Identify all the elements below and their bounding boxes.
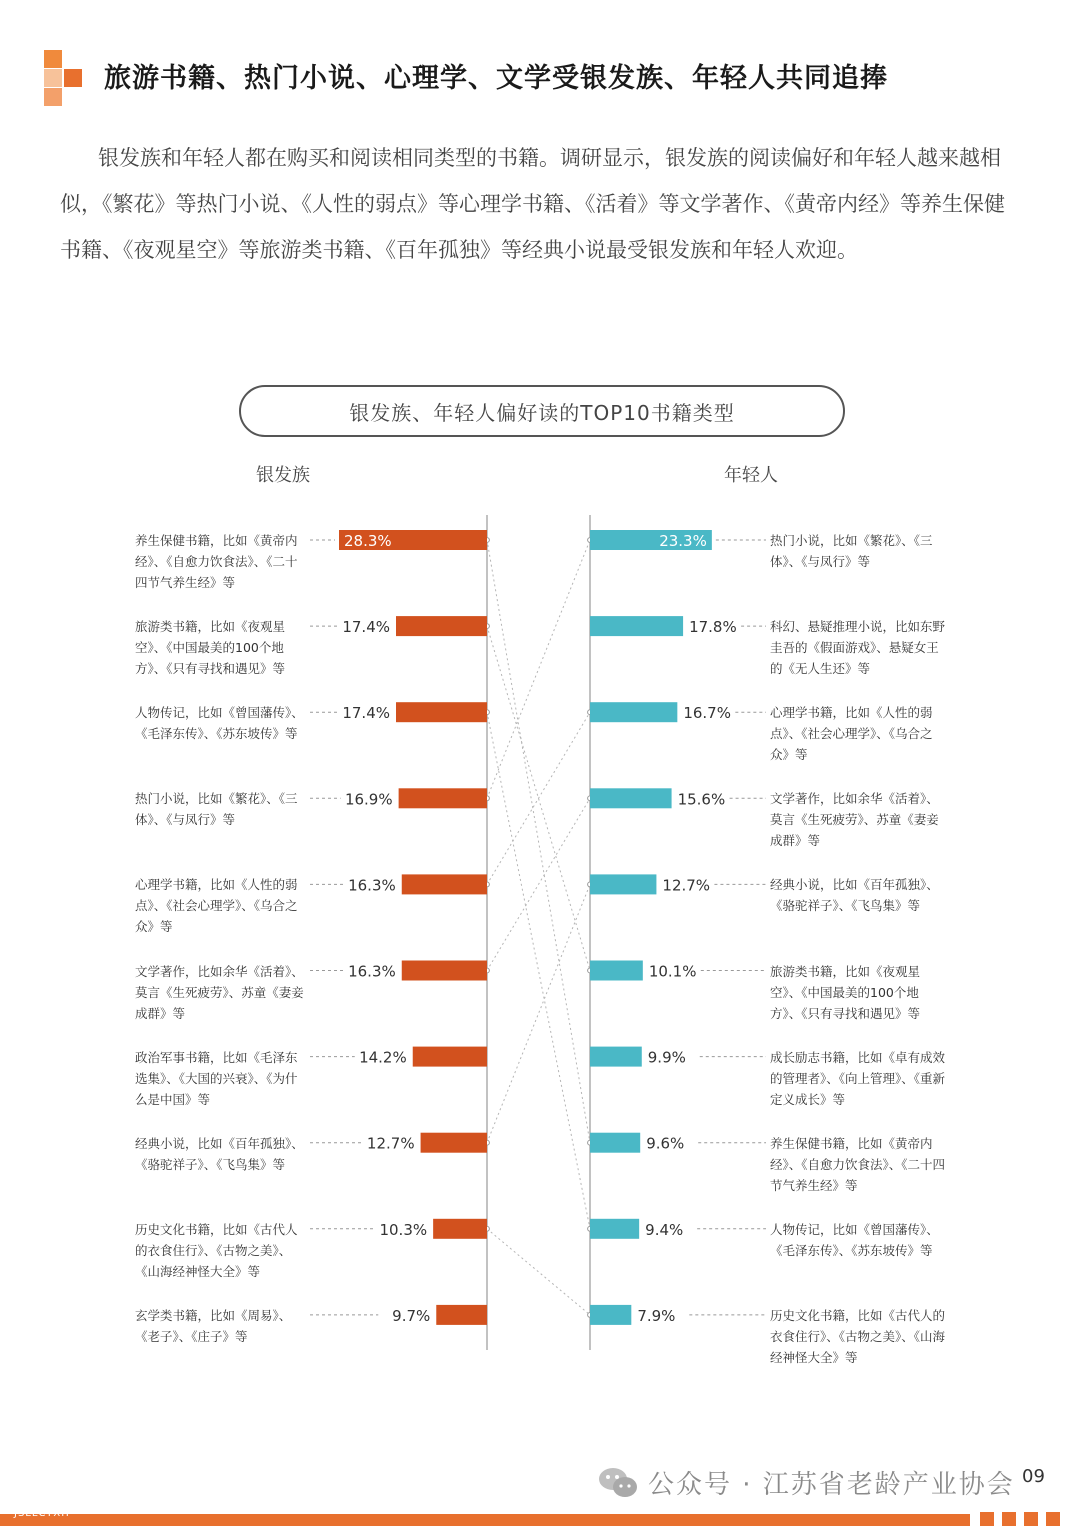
young-series-title: 年轻人 bbox=[724, 465, 778, 486]
footer-brand bbox=[598, 1464, 1015, 1501]
silver-bar bbox=[399, 788, 487, 808]
silver-category-label: 养生保健书籍，比如《黄帝内经》、《自愈力饮食法》、《二十四节气养生经》等 bbox=[135, 533, 298, 590]
category-connector bbox=[487, 884, 590, 1142]
footer-square bbox=[1024, 1512, 1038, 1526]
young-value-label: 17.8% bbox=[689, 618, 737, 637]
footer-square bbox=[980, 1512, 994, 1526]
young-category-label: 经典小说，比如《百年孤独》、《骆驼祥子》、《飞鸟集》等 bbox=[770, 877, 939, 914]
page-title: 旅游书籍、热门小说、心理学、文学受银发族、年轻人共同追捧 bbox=[104, 63, 888, 94]
silver-value-label: 17.4% bbox=[342, 704, 391, 723]
young-value-label: 9.4% bbox=[645, 1220, 684, 1239]
silver-category-label: 玄学类书籍，比如《周易》、《老子》、《庄子》等 bbox=[135, 1307, 292, 1344]
silver-value-label: 16.3% bbox=[348, 962, 396, 981]
young-category-label: 热门小说，比如《繁花》、《三体》、《与凤行》等 bbox=[770, 533, 933, 569]
young-value-label: 23.3% bbox=[659, 532, 707, 550]
silver-bar bbox=[436, 1305, 487, 1325]
young-value-label: 10.1% bbox=[648, 962, 697, 981]
young-bar bbox=[590, 788, 672, 808]
young-bar bbox=[590, 1305, 631, 1325]
young-category-label: 人物传记，比如《曾国藩传》、《毛泽东传》、《苏东坡传》等 bbox=[770, 1221, 939, 1258]
silver-value-label: 17.4% bbox=[342, 618, 391, 637]
intro-paragraph: 银发族和年轻人都在购买和阅读相同类型的书籍。调研显示，银发族的阅读偏好和年轻人越来越相似，《繁花》等热门小说、《人性的弱点》等心理学书籍、《活着》等文学著作、《黄帝内经》等养生保健书籍、《夜观星空》等旅游类书籍、《百年孤独》等经典小说最受银发族和年轻人欢迎。 bbox=[60, 146, 1005, 262]
young-category-label: 成长励志书籍，比如《卓有成效的管理者》、《向上管理》、《重新定义成长》等 bbox=[770, 1049, 946, 1107]
category-connector bbox=[487, 540, 590, 1143]
young-bar bbox=[590, 1133, 640, 1153]
young-bar bbox=[590, 702, 677, 722]
footer-brand-text: 公众号 · 江苏省老龄产业协会 bbox=[648, 1470, 1015, 1500]
young-bar bbox=[590, 616, 683, 636]
young-value-label: 15.6% bbox=[677, 790, 726, 809]
wechat-icon bbox=[598, 1466, 638, 1500]
silver-category-label: 热门小说，比如《繁花》、《三体》、《与凤行》等 bbox=[135, 791, 298, 828]
silver-bar bbox=[396, 702, 487, 722]
silver-bar bbox=[402, 874, 487, 894]
silver-category-label: 政治军事书籍，比如《毛泽东选集》、《大国的兴衰》、《为什么是中国》等 bbox=[135, 1049, 298, 1107]
young-value-label: 9.9% bbox=[647, 1048, 686, 1067]
young-value-label: 7.9% bbox=[637, 1306, 676, 1325]
category-connector bbox=[487, 712, 590, 1229]
young-bar bbox=[590, 961, 643, 981]
silver-category-label: 经典小说，比如《百年孤独》、《骆驼祥子》、《飞鸟集》等 bbox=[135, 1135, 304, 1172]
silver-value-label: 12.7% bbox=[366, 1134, 415, 1153]
silver-category-label: 心理学书籍，比如《人性的弱点》、《社会心理学》、《乌合之众》等 bbox=[135, 877, 298, 935]
young-value-label: 16.7% bbox=[683, 704, 731, 723]
silver-value-label: 10.3% bbox=[379, 1220, 428, 1239]
silver-bar bbox=[396, 616, 487, 636]
category-connector bbox=[487, 540, 590, 798]
silver-category-label: 旅游类书籍，比如《夜观星空》、《中国最美的100个地方》、《只有寻找和遇见》等 bbox=[135, 619, 286, 677]
page-number: 09 bbox=[1022, 1466, 1045, 1487]
young-category-label: 历史文化书籍，比如《古代人的衣食住行》、《古物之美》、《山海经神怪大全》等 bbox=[770, 1307, 946, 1365]
silver-value-label: 16.3% bbox=[348, 876, 396, 895]
silver-value-label: 16.9% bbox=[344, 790, 393, 809]
silver-value-label: 9.7% bbox=[392, 1306, 431, 1325]
category-connector bbox=[487, 798, 590, 970]
silver-bar bbox=[402, 961, 487, 981]
category-connector bbox=[487, 712, 590, 884]
silver-category-label: 文学著作，比如余华《活着》、莫言《生死疲劳》、苏童《妻妾成群》等 bbox=[135, 963, 304, 1021]
young-bar bbox=[590, 874, 656, 894]
silver-bar bbox=[413, 1047, 487, 1067]
category-connector bbox=[487, 1229, 590, 1315]
young-bar bbox=[590, 1219, 639, 1239]
footer-square bbox=[1046, 1512, 1060, 1526]
young-category-label: 旅游类书籍，比如《夜观星空》、《中国最美的100个地方》、《只有寻找和遇见》等 bbox=[770, 963, 921, 1021]
silver-category-label: 人物传记，比如《曾国藩传》、《毛泽东传》、《苏东坡传》等 bbox=[135, 705, 304, 742]
chart-title: 银发族、年轻人偏好读的TOP10书籍类型 bbox=[239, 385, 845, 437]
silver-bar bbox=[433, 1219, 487, 1239]
young-category-label: 养生保健书籍，比如《黄帝内经》、《自愈力饮食法》、《二十四节气养生经》等 bbox=[770, 1135, 946, 1193]
young-category-label: 科幻、悬疑推理小说，比如东野圭吾的《假面游戏》、悬疑女王的《无人生还》等 bbox=[770, 619, 946, 677]
silver-bar bbox=[421, 1133, 487, 1153]
footer-bar bbox=[0, 1514, 970, 1526]
young-category-label: 心理学书籍，比如《人性的弱点》、《社会心理学》、《乌合之众》等 bbox=[770, 705, 933, 763]
footer-small-text: JSLLCYXH bbox=[14, 1508, 70, 1519]
young-value-label: 12.7% bbox=[662, 876, 711, 895]
silver-category-label: 历史文化书籍，比如《古代人的衣食住行》、《古物之美》、《山海经神怪大全》等 bbox=[135, 1221, 298, 1279]
young-bar bbox=[590, 1047, 642, 1067]
young-category-label: 文学著作，比如余华《活着》、莫言《生死疲劳》、苏童《妻妾成群》等 bbox=[770, 791, 939, 849]
footer-square bbox=[1002, 1512, 1016, 1526]
silver-value-label: 28.3% bbox=[344, 532, 392, 550]
silver-series-title: 银发族 bbox=[256, 465, 310, 486]
silver-value-label: 14.2% bbox=[359, 1048, 407, 1067]
young-value-label: 9.6% bbox=[646, 1134, 685, 1153]
